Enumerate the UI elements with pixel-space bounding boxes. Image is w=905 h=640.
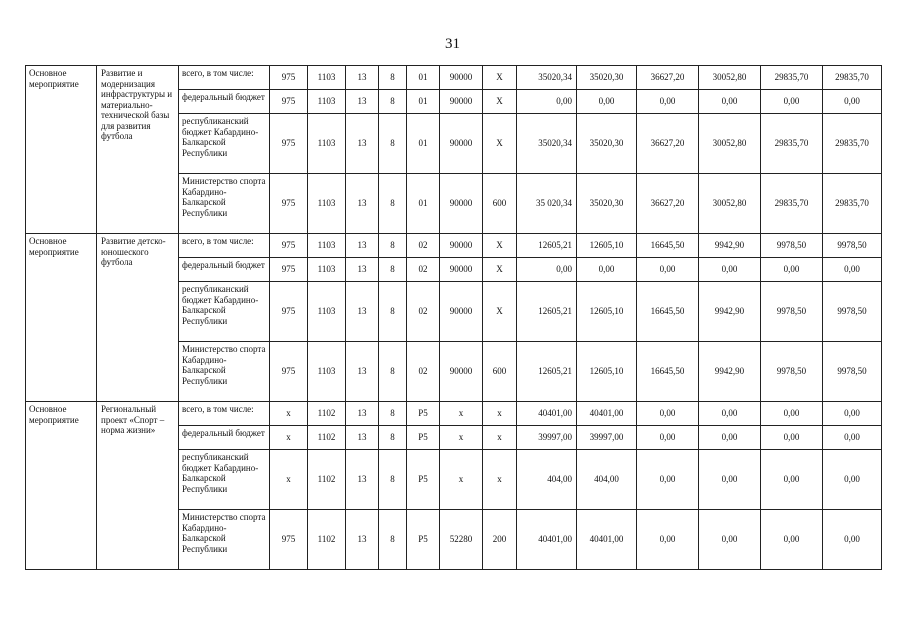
budget-code-cell: x — [483, 426, 517, 450]
amount-cell: 0,00 — [699, 450, 761, 510]
amount-cell: 0,00 — [699, 258, 761, 282]
budget-code-cell: 975 — [270, 234, 308, 258]
amount-cell: 35020,34 — [517, 66, 577, 90]
budget-code-cell: X — [483, 114, 517, 174]
amount-cell: 0,00 — [517, 258, 577, 282]
budget-code-cell: 1103 — [308, 174, 346, 234]
budget-code-cell: 1103 — [308, 282, 346, 342]
budget-code-cell: x — [440, 426, 483, 450]
amount-cell: 35020,30 — [577, 174, 637, 234]
budget-code-cell: 01 — [407, 174, 440, 234]
budget-code-cell: 975 — [270, 342, 308, 402]
budget-code-cell: 13 — [346, 450, 379, 510]
budget-code-cell: 13 — [346, 510, 379, 570]
budget-code-cell: 8 — [379, 342, 407, 402]
budget-code-cell: 8 — [379, 174, 407, 234]
amount-cell: 0,00 — [699, 402, 761, 426]
budget-code-cell: 8 — [379, 114, 407, 174]
budget-code-cell: 975 — [270, 282, 308, 342]
amount-cell: 0,00 — [517, 90, 577, 114]
amount-cell: 0,00 — [823, 258, 882, 282]
budget-code-cell: 1102 — [308, 450, 346, 510]
amount-cell: 0,00 — [699, 426, 761, 450]
amount-cell: 40401,00 — [577, 402, 637, 426]
amount-cell: 40401,00 — [517, 510, 577, 570]
budget-code-cell: 1102 — [308, 510, 346, 570]
amount-cell: 0,00 — [637, 450, 699, 510]
budget-code-cell: 8 — [379, 258, 407, 282]
amount-cell: 0,00 — [761, 402, 823, 426]
budget-code-cell: 13 — [346, 114, 379, 174]
amount-cell: 404,00 — [517, 450, 577, 510]
amount-cell: 16645,50 — [637, 342, 699, 402]
amount-cell: 9978,50 — [761, 234, 823, 258]
budget-code-cell: 1103 — [308, 342, 346, 402]
funding-source-cell: республиканский бюджет Кабардино-Балкарской Республики — [179, 114, 270, 174]
funding-source-cell: всего, в том числе: — [179, 66, 270, 90]
budget-code-cell: 975 — [270, 90, 308, 114]
amount-cell: 12605,10 — [577, 234, 637, 258]
amount-cell: 36627,20 — [637, 174, 699, 234]
budget-table — [25, 65, 882, 570]
budget-code-cell: 02 — [407, 258, 440, 282]
activity-type-cell: Основное мероприятие — [26, 66, 97, 234]
budget-code-cell: 90000 — [440, 66, 483, 90]
budget-code-cell: 1103 — [308, 234, 346, 258]
activity-name-cell: Развитие детско-юношеского футбола — [97, 234, 179, 402]
budget-code-cell: x — [483, 402, 517, 426]
amount-cell: 0,00 — [637, 426, 699, 450]
amount-cell: 9942,90 — [699, 342, 761, 402]
amount-cell: 30052,80 — [699, 114, 761, 174]
budget-code-cell: 8 — [379, 426, 407, 450]
budget-code-cell: 52280 — [440, 510, 483, 570]
amount-cell: 29835,70 — [823, 174, 882, 234]
budget-code-cell: 90000 — [440, 174, 483, 234]
budget-code-cell: 13 — [346, 282, 379, 342]
amount-cell: 0,00 — [823, 450, 882, 510]
budget-code-cell: 975 — [270, 66, 308, 90]
amount-cell: 30052,80 — [699, 66, 761, 90]
budget-code-cell: 02 — [407, 342, 440, 402]
amount-cell: 9978,50 — [761, 282, 823, 342]
amount-cell: 9978,50 — [823, 342, 882, 402]
budget-code-cell: 01 — [407, 114, 440, 174]
budget-code-cell: 975 — [270, 258, 308, 282]
amount-cell: 12605,21 — [517, 282, 577, 342]
amount-cell: 0,00 — [761, 510, 823, 570]
budget-code-cell: P5 — [407, 402, 440, 426]
amount-cell: 0,00 — [761, 450, 823, 510]
budget-code-cell: X — [483, 66, 517, 90]
budget-code-cell: 1103 — [308, 90, 346, 114]
activity-name-cell: Развитие и модернизация инфраструктуры и материально-технической базы для развития футбола — [97, 66, 179, 234]
amount-cell: 29835,70 — [761, 174, 823, 234]
budget-code-cell: 8 — [379, 402, 407, 426]
amount-cell: 40401,00 — [517, 402, 577, 426]
budget-code-cell: X — [483, 258, 517, 282]
budget-code-cell: P5 — [407, 426, 440, 450]
amount-cell: 30052,80 — [699, 174, 761, 234]
amount-cell: 16645,50 — [637, 234, 699, 258]
budget-code-cell: 90000 — [440, 90, 483, 114]
budget-code-cell: x — [483, 450, 517, 510]
budget-code-cell: 90000 — [440, 258, 483, 282]
amount-cell: 0,00 — [699, 510, 761, 570]
budget-code-cell: 02 — [407, 234, 440, 258]
budget-code-cell: 8 — [379, 510, 407, 570]
amount-cell: 16645,50 — [637, 282, 699, 342]
budget-code-cell: 13 — [346, 174, 379, 234]
budget-code-cell: 90000 — [440, 282, 483, 342]
amount-cell: 35 020,34 — [517, 174, 577, 234]
amount-cell: 9978,50 — [823, 282, 882, 342]
amount-cell: 0,00 — [823, 90, 882, 114]
amount-cell: 0,00 — [637, 402, 699, 426]
amount-cell: 9978,50 — [823, 234, 882, 258]
amount-cell: 35020,30 — [577, 66, 637, 90]
budget-code-cell: x — [270, 426, 308, 450]
table-row — [26, 402, 882, 426]
table-row — [26, 234, 882, 258]
amount-cell: 0,00 — [761, 426, 823, 450]
amount-cell: 12605,10 — [577, 282, 637, 342]
page-number: 31 — [445, 36, 460, 52]
amount-cell: 0,00 — [823, 402, 882, 426]
amount-cell: 29835,70 — [823, 66, 882, 90]
amount-cell: 35020,34 — [517, 114, 577, 174]
table-row — [26, 66, 882, 90]
amount-cell: 29835,70 — [761, 66, 823, 90]
amount-cell: 0,00 — [577, 90, 637, 114]
budget-code-cell: 90000 — [440, 234, 483, 258]
funding-source-cell: федеральный бюджет — [179, 90, 270, 114]
budget-code-cell: 1103 — [308, 66, 346, 90]
amount-cell: 9978,50 — [761, 342, 823, 402]
budget-code-cell: 200 — [483, 510, 517, 570]
budget-code-cell: 8 — [379, 90, 407, 114]
funding-source-cell: всего, в том числе: — [179, 234, 270, 258]
budget-code-cell: 8 — [379, 450, 407, 510]
amount-cell: 404,00 — [577, 450, 637, 510]
budget-code-cell: P5 — [407, 450, 440, 510]
budget-code-cell: X — [483, 90, 517, 114]
funding-source-cell: Министерство спорта Кабардино-Балкарской Республики — [179, 510, 270, 570]
budget-code-cell: 02 — [407, 282, 440, 342]
amount-cell: 40401,00 — [577, 510, 637, 570]
budget-code-cell: 01 — [407, 90, 440, 114]
amount-cell: 29835,70 — [823, 114, 882, 174]
budget-code-cell: 13 — [346, 90, 379, 114]
budget-code-cell: 975 — [270, 174, 308, 234]
funding-source-cell: Министерство спорта Кабардино-Балкарской Республики — [179, 174, 270, 234]
amount-cell: 9942,90 — [699, 282, 761, 342]
budget-code-cell: P5 — [407, 510, 440, 570]
amount-cell: 0,00 — [637, 90, 699, 114]
budget-code-cell: 8 — [379, 234, 407, 258]
budget-code-cell: x — [270, 450, 308, 510]
amount-cell: 0,00 — [637, 510, 699, 570]
budget-code-cell: 1102 — [308, 402, 346, 426]
amount-cell: 39997,00 — [517, 426, 577, 450]
amount-cell: 12605,10 — [577, 342, 637, 402]
budget-code-cell: X — [483, 282, 517, 342]
budget-code-cell: 975 — [270, 114, 308, 174]
budget-code-cell: 975 — [270, 510, 308, 570]
budget-code-cell: 8 — [379, 282, 407, 342]
amount-cell: 0,00 — [761, 258, 823, 282]
budget-code-cell: 01 — [407, 66, 440, 90]
amount-cell: 0,00 — [637, 258, 699, 282]
amount-cell: 29835,70 — [761, 114, 823, 174]
budget-code-cell: 8 — [379, 66, 407, 90]
amount-cell: 0,00 — [823, 426, 882, 450]
funding-source-cell: федеральный бюджет — [179, 258, 270, 282]
amount-cell: 36627,20 — [637, 66, 699, 90]
budget-code-cell: 600 — [483, 174, 517, 234]
budget-code-cell: 90000 — [440, 114, 483, 174]
budget-code-cell: x — [440, 450, 483, 510]
budget-code-cell: x — [270, 402, 308, 426]
budget-code-cell: 13 — [346, 342, 379, 402]
budget-code-cell: X — [483, 234, 517, 258]
budget-code-cell: 1103 — [308, 114, 346, 174]
amount-cell: 35020,30 — [577, 114, 637, 174]
budget-code-cell: 13 — [346, 426, 379, 450]
amount-cell: 0,00 — [577, 258, 637, 282]
funding-source-cell: федеральный бюджет — [179, 426, 270, 450]
amount-cell: 36627,20 — [637, 114, 699, 174]
amount-cell: 39997,00 — [577, 426, 637, 450]
budget-code-cell: 13 — [346, 234, 379, 258]
budget-code-cell: 1103 — [308, 258, 346, 282]
amount-cell: 0,00 — [699, 90, 761, 114]
funding-source-cell: республиканский бюджет Кабардино-Балкарской Республики — [179, 450, 270, 510]
budget-code-cell: 13 — [346, 402, 379, 426]
amount-cell: 0,00 — [761, 90, 823, 114]
budget-code-cell: 13 — [346, 258, 379, 282]
activity-type-cell: Основное мероприятие — [26, 402, 97, 570]
budget-code-cell: x — [440, 402, 483, 426]
budget-code-cell: 13 — [346, 66, 379, 90]
activity-type-cell: Основное мероприятие — [26, 234, 97, 402]
budget-code-cell: 90000 — [440, 342, 483, 402]
budget-code-cell: 600 — [483, 342, 517, 402]
amount-cell: 12605,21 — [517, 342, 577, 402]
amount-cell: 0,00 — [823, 510, 882, 570]
funding-source-cell: республиканский бюджет Кабардино-Балкарской Республики — [179, 282, 270, 342]
budget-code-cell: 1102 — [308, 426, 346, 450]
activity-name-cell: Региональный проект «Спорт – норма жизни» — [97, 402, 179, 570]
funding-source-cell: всего, в том числе: — [179, 402, 270, 426]
funding-source-cell: Министерство спорта Кабардино-Балкарской Республики — [179, 342, 270, 402]
amount-cell: 9942,90 — [699, 234, 761, 258]
amount-cell: 12605,21 — [517, 234, 577, 258]
